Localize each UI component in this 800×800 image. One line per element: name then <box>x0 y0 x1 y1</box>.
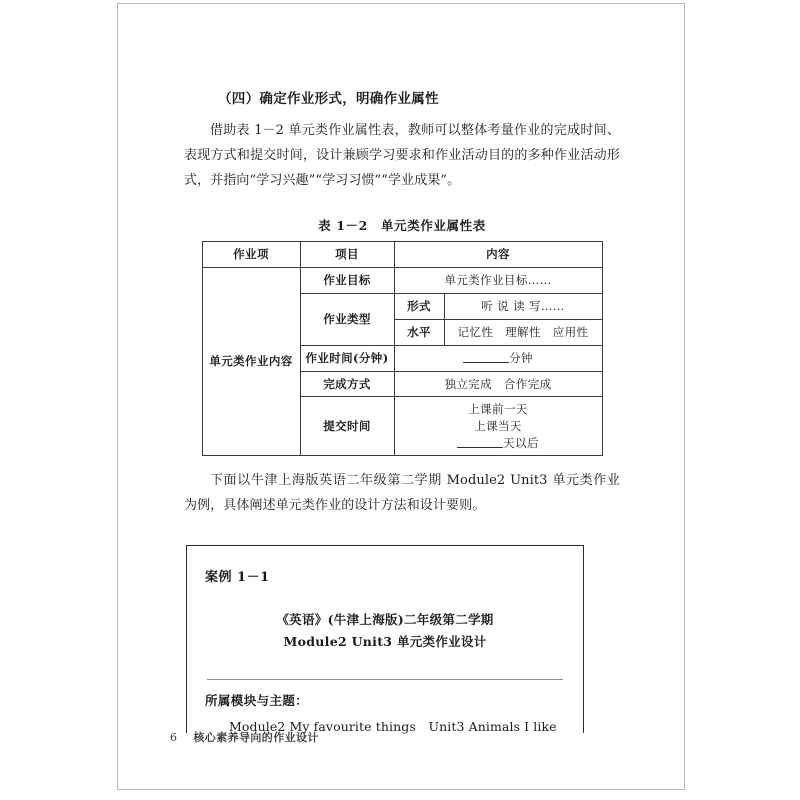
case-module-topic-content: Module2 My favourite things Unit3 Animals I like <box>229 719 557 735</box>
footer-page-number: 6 <box>170 731 178 744</box>
case-title-line-2: Module2 Unit3 单元类作业设计 <box>283 634 487 650</box>
table-header-row <box>202 242 602 268</box>
table-content-duration <box>394 345 602 371</box>
unit-homework-attribute-table <box>202 241 603 456</box>
case-study-box <box>186 545 584 733</box>
submit-days-unit-label: 天以后 <box>503 435 539 450</box>
table-sublabel-level: 水平 <box>394 319 444 345</box>
table-caption: 表 1－2 单元类作业属性表 <box>318 218 486 234</box>
table-item-completion-mode: 完成方式 <box>300 371 394 397</box>
page-footer <box>170 729 319 745</box>
case-divider <box>207 679 563 680</box>
table-content-completion-mode: 独立完成 合作完成 <box>394 371 602 397</box>
case-title-line-1: 《英语》(牛津上海版)二年级第二学期 <box>276 612 494 628</box>
submit-option-same-day: 上课当天 <box>474 419 522 434</box>
book-page-sheet <box>117 3 685 790</box>
table-header-col1: 作业项 <box>202 242 300 268</box>
table-row <box>202 268 602 294</box>
table-content-form: 听 说 读 写…… <box>444 293 602 319</box>
case-subheading-module-topic: 所属模块与主题： <box>205 693 309 709</box>
submit-option-after-days <box>397 435 600 452</box>
table-content-goal: 单元类作业目标…… <box>394 268 602 294</box>
table-item-goal: 作业目标 <box>300 268 394 294</box>
case-label: 案例 1－1 <box>205 570 270 586</box>
fill-in-blank-days <box>457 437 503 448</box>
table-row-label-unit-content: 单元类作业内容 <box>202 268 300 456</box>
table-item-type: 作业类型 <box>300 293 394 345</box>
body-paragraph-2: 下面以牛津上海版英语二年级第二学期 Module2 Unit3 单元类作业为例，具体阐述单元类作业的设计方法和设计要则。 <box>184 473 620 514</box>
table-item-submit-time: 提交时间 <box>300 397 394 456</box>
duration-unit-label: 分钟 <box>509 350 533 365</box>
page-content <box>184 89 620 733</box>
table-content-level: 记忆性 理解性 应用性 <box>444 319 602 345</box>
table-header-col2: 项目 <box>300 242 394 268</box>
table-sublabel-form: 形式 <box>394 293 444 319</box>
table-item-duration: 作业时间(分钟) <box>300 345 394 371</box>
footer-book-title: 核心素养导向的作业设计 <box>193 731 319 744</box>
table-header-col3: 内容 <box>394 242 602 268</box>
submit-option-day-before: 上课前一天 <box>468 402 528 417</box>
body-paragraph-1: 借助表 1－2 单元类作业属性表，教师可以整体考量作业的完成时间、表现方式和提交时间，设计兼顾学习要求和作业活动目的的多种作业活动形式，并指向“学习兴趣”“学习习惯”“学业成果”。 <box>184 123 620 189</box>
table-content-submit-time <box>394 397 602 456</box>
fill-in-blank-duration <box>463 352 509 363</box>
section-heading: （四）确定作业形式，明确作业属性 <box>218 91 439 107</box>
